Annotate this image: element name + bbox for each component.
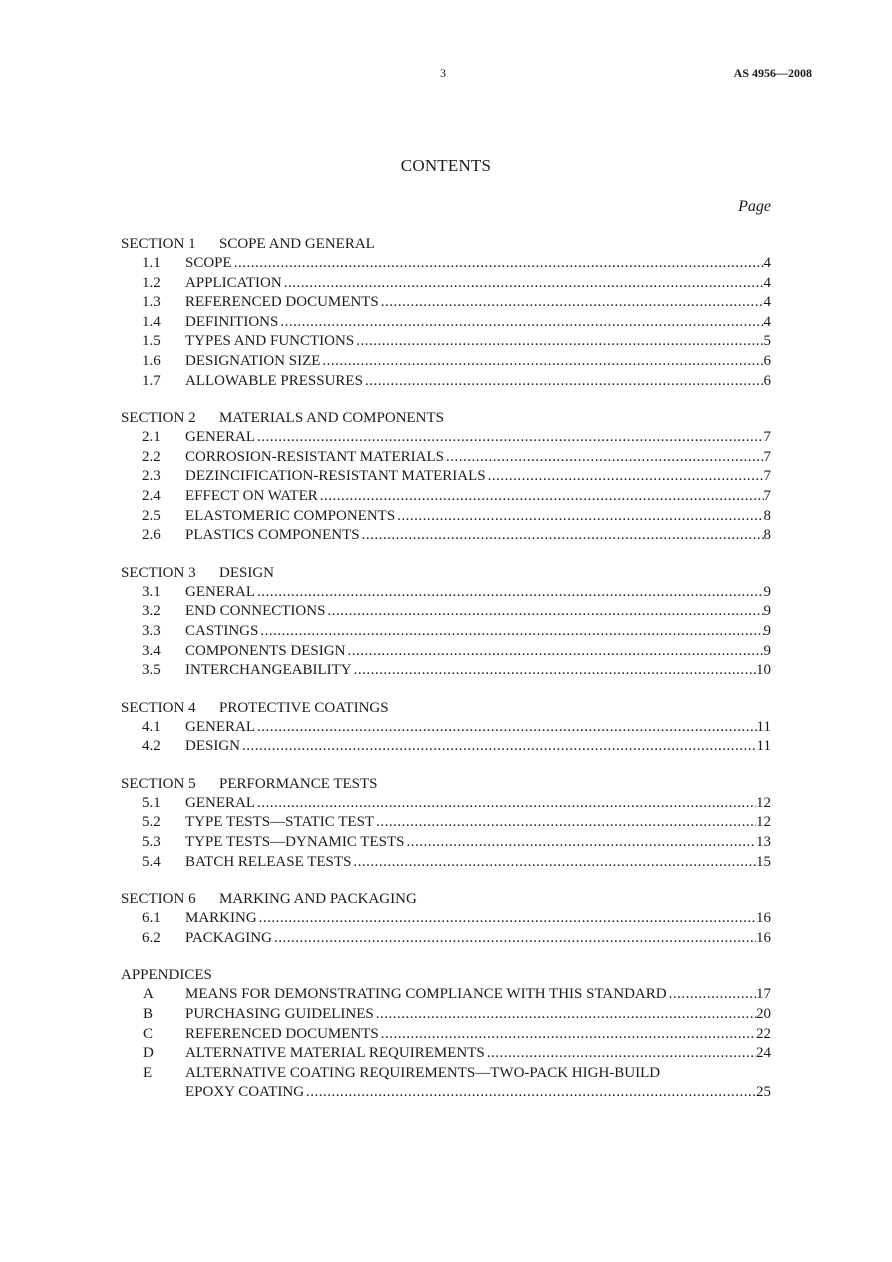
dot-leader [278,313,763,333]
entry-number: 6.2 [142,929,161,946]
dot-leader [257,909,756,929]
entry-label: TYPES AND FUNCTIONS [185,333,355,350]
entry-letter: B [143,1006,154,1023]
dot-leader [379,1025,756,1045]
dot-leader [282,274,764,294]
entry-letter: D [143,1045,154,1062]
section-heading [121,774,771,794]
entry-page: 11 [756,718,771,735]
entry-page: 4 [763,313,771,330]
toc-entry[interactable] [121,718,771,738]
toc-entry[interactable] [121,487,771,507]
entry-page: 4 [763,255,771,271]
entry-page: 9 [763,642,771,659]
entry-page: 6 [763,372,771,389]
dot-leader [485,1044,756,1064]
toc-entry[interactable] [121,428,771,448]
toc-entry[interactable] [121,622,771,642]
entry-page: 7 [763,448,771,465]
entry-page: 16 [756,910,771,927]
toc-entry[interactable] [121,313,771,333]
entry-label: GENERAL [185,718,255,735]
section-number: SECTION 1 [121,236,196,252]
section-title: MATERIALS AND COMPONENTS [219,410,445,427]
section-number: SECTION 4 [121,699,196,716]
section-title: PERFORMANCE TESTS [219,775,378,792]
dot-leader [232,254,764,274]
toc-entry[interactable] [121,507,771,527]
section-number: SECTION 3 [121,564,196,581]
entry-letter: E [143,1064,153,1081]
entry-number: 3.2 [142,603,161,620]
entry-number: 5.3 [142,834,161,851]
dot-leader [320,352,763,372]
entry-label: ALTERNATIVE COATING REQUIREMENTS—TWO-PACK HIGH-BUILD [185,1064,661,1081]
toc-entry[interactable] [121,448,771,468]
entry-label: CORROSION-RESISTANT MATERIALS [185,448,444,465]
entry-label: MEANS FOR DEMONSTRATING COMPLIANCE WITH THIS STANDARD [185,986,667,1003]
entry-page: 8 [763,507,771,524]
entry-page: 17 [756,986,771,1003]
toc-entry[interactable] [121,274,771,294]
toc-entry[interactable] [121,737,771,757]
entry-page: 13 [756,834,771,851]
entry-page: 9 [763,622,771,639]
toc-section [121,234,771,391]
entry-number: 2.2 [142,448,161,465]
dot-leader [374,1005,756,1025]
entry-page: 4 [763,274,771,291]
entry-label: REFERENCED DOCUMENTS [185,1025,379,1042]
entry-page: 16 [756,929,771,946]
entry-label: PACKAGING [185,929,272,946]
entry-number: 1.1 [142,255,161,271]
entry-label: DESIGNATION SIZE [185,352,321,369]
entry-label: ELASTOMERIC COMPONENTS [185,507,396,524]
section-heading [121,698,771,718]
entry-number: 3.1 [142,583,161,600]
entry-page: 9 [763,603,771,620]
entry-number: 5.2 [142,814,161,831]
entry-number: 2.3 [142,468,161,485]
entry-number: 4.2 [142,738,161,755]
toc-entry[interactable] [121,813,771,833]
entry-letter: A [143,986,154,1003]
toc-entry-continued[interactable] [121,1083,771,1103]
entry-number: 1.4 [142,313,161,330]
toc-entry[interactable] [121,372,771,392]
entry-number: 5.1 [142,794,161,811]
toc-entry[interactable] [121,1044,771,1064]
entry-number: 1.2 [142,274,161,291]
section-title: SCOPE AND GENERAL [219,236,375,252]
entry-number: 2.6 [142,527,161,544]
dot-leader [255,794,756,814]
entry-page: 25 [756,1084,771,1101]
dot-leader [272,929,756,949]
dot-leader [360,526,764,546]
page-header [0,66,892,84]
toc-section [121,408,771,546]
entry-label: INTERCHANGEABILITY [185,662,352,679]
entry-number: 5.4 [142,853,161,870]
entry-label-continued: EPOXY COATING [185,1084,305,1101]
entry-number: 1.6 [142,352,161,369]
entry-label: SCOPE [185,255,232,271]
dot-leader [304,1083,756,1103]
entry-label: REFERENCED DOCUMENTS [185,294,379,311]
entry-label: ALTERNATIVE MATERIAL REQUIREMENTS [185,1045,485,1062]
entry-label: DEFINITIONS [185,313,279,330]
toc-section [121,563,771,681]
entry-label: PURCHASING GUIDELINES [185,1006,374,1023]
entry-number: 3.3 [142,622,161,639]
entry-number: 3.5 [142,662,161,679]
entry-page: 8 [763,527,771,544]
toc-entry[interactable] [121,929,771,949]
entry-number: 1.3 [142,294,161,311]
section-heading [121,234,771,254]
dot-leader [486,467,764,487]
toc-entry[interactable] [121,833,771,853]
entry-number: 4.1 [142,718,161,735]
toc-section [121,889,771,948]
entry-letter: C [143,1025,154,1042]
dot-leader [345,642,763,662]
entry-label: APPLICATION [185,274,282,291]
entry-page: 10 [756,662,771,679]
dot-leader [255,428,764,448]
entry-number: 2.4 [142,487,161,504]
page-title: CONTENTS [400,156,492,175]
appendices-section [121,965,771,1103]
toc-entry[interactable] [121,1064,771,1084]
section-title: MARKING AND PACKAGING [219,891,417,908]
toc-entry[interactable] [121,467,771,487]
entry-page: 24 [756,1045,771,1062]
toc-entry[interactable] [121,352,771,372]
dot-leader [255,718,757,738]
entry-label: COMPONENTS DESIGN [185,642,346,659]
toc-entry[interactable] [121,661,771,681]
entry-label: END CONNECTIONS [185,603,326,620]
toc-entry[interactable] [121,254,771,274]
appendices-heading: APPENDICES [121,967,212,984]
section-number: SECTION 2 [121,410,196,427]
entry-label: GENERAL [185,794,255,811]
entry-page: 9 [763,583,771,600]
section-title: PROTECTIVE COATINGS [219,699,389,716]
dot-leader [325,602,763,622]
entry-page: 7 [763,468,771,485]
entry-label: ALLOWABLE PRESSURES [185,372,363,389]
entry-label: TYPE TESTS—STATIC TEST [185,814,375,831]
dot-leader [374,813,756,833]
section-number: SECTION 5 [121,775,196,792]
toc-section [121,774,771,872]
dot-leader [379,293,764,313]
section-heading [121,889,771,909]
dot-leader [351,853,756,873]
entry-label: MARKING [185,910,257,927]
entry-label: PLASTICS COMPONENTS [185,527,360,544]
entry-label: DEZINCIFICATION-RESISTANT MATERIALS [185,468,486,485]
entry-number: 3.4 [142,642,161,659]
toc-entry[interactable] [121,1025,771,1045]
entry-number: 2.1 [142,429,161,446]
toc-entry[interactable] [121,853,771,873]
dot-leader [363,372,764,392]
dot-leader [404,833,756,853]
entry-label: CASTINGS [185,622,259,639]
toc-entry[interactable] [121,602,771,622]
entry-label: GENERAL [185,583,255,600]
section-title: DESIGN [219,564,274,581]
section-number: SECTION 6 [121,891,196,908]
table-of-contents [121,234,771,1120]
section-heading [121,408,771,428]
entry-number: 1.7 [142,372,161,389]
indent-spacer [121,1083,185,1103]
entry-page: 20 [756,1006,771,1023]
entry-number: 2.5 [142,507,161,524]
toc-entry[interactable] [121,909,771,929]
entry-page: 22 [756,1025,771,1042]
entry-page: 12 [756,794,771,811]
entry-page: 4 [763,294,771,311]
toc-entry[interactable] [121,1005,771,1025]
standard-id: AS 4956—2008 [733,66,812,80]
entry-label: EFFECT ON WATER [185,487,318,504]
toc-section [121,698,771,757]
entry-label: BATCH RELEASE TESTS [185,853,352,870]
entry-label: DESIGN [185,738,240,755]
entry-number: 6.1 [142,910,161,927]
section-heading [121,563,771,583]
toc-entry[interactable] [121,526,771,546]
entry-page: 7 [763,429,771,446]
dot-leader [240,737,757,757]
entry-label: TYPE TESTS—DYNAMIC TESTS [185,834,405,851]
entry-page: 7 [763,487,771,504]
dot-leader [255,583,764,603]
dot-leader [667,985,756,1005]
page-number: 3 [440,66,446,80]
entry-page: 11 [756,738,771,755]
dot-leader [444,448,764,468]
page-column-label: Page [738,198,771,215]
dot-leader [318,487,764,507]
toc-entry[interactable] [121,985,771,1005]
entry-page: 5 [763,333,771,350]
toc-entry[interactable] [121,642,771,662]
toc-entry[interactable] [121,583,771,603]
toc-entry[interactable] [121,332,771,352]
entry-page: 15 [756,853,771,870]
dot-leader [258,622,763,642]
toc-entry[interactable] [121,794,771,814]
toc-entry[interactable] [121,293,771,313]
entry-number: 1.5 [142,333,161,350]
dot-leader [352,661,756,681]
entry-page: 6 [763,352,771,369]
entry-label: GENERAL [185,429,255,446]
entry-page: 12 [756,814,771,831]
dot-leader [395,507,763,527]
dot-leader [354,332,763,352]
